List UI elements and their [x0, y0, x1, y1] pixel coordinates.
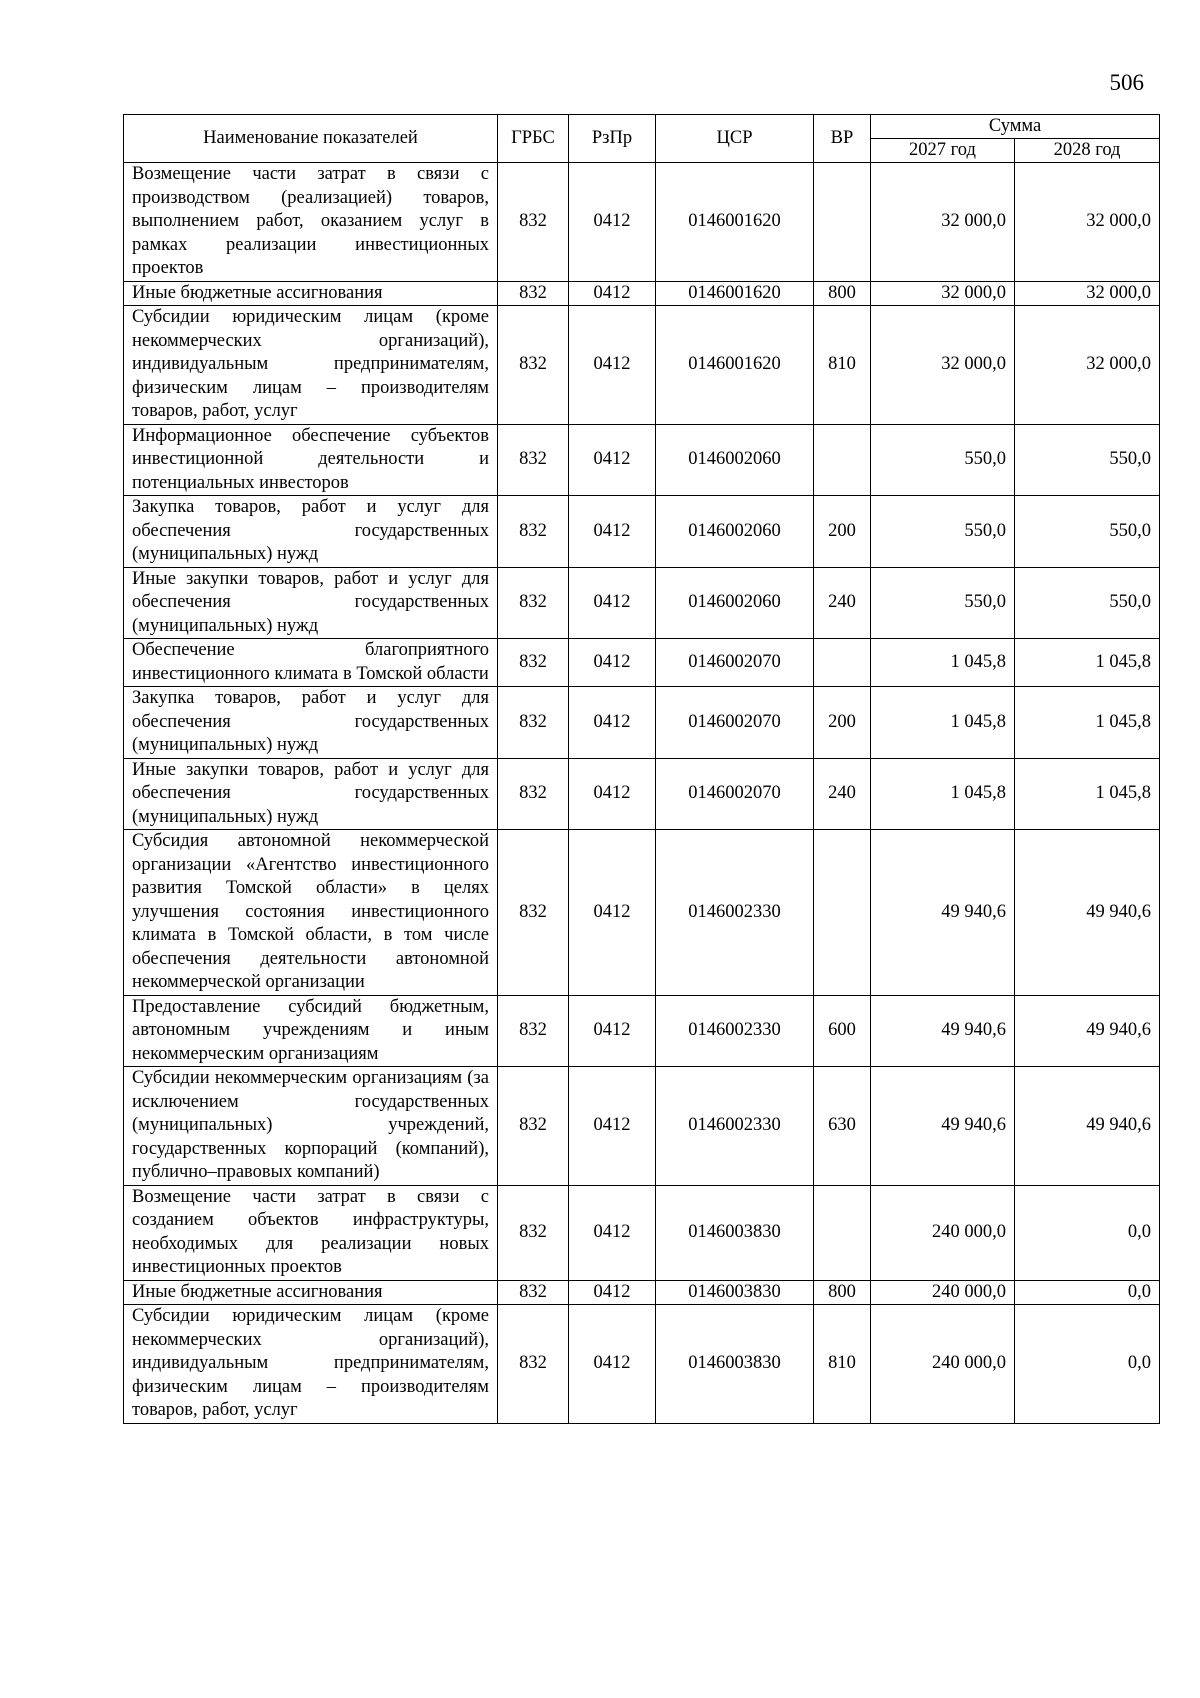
row-csr: 0146001620 [656, 306, 814, 425]
row-grbs: 832 [498, 281, 569, 306]
header-name: Наименование показателей [124, 115, 498, 163]
row-grbs: 832 [498, 424, 569, 496]
row-rzpr: 0412 [569, 163, 656, 282]
row-rzpr: 0412 [569, 995, 656, 1067]
row-csr: 0146002070 [656, 758, 814, 830]
header-csr: ЦСР [656, 115, 814, 163]
row-vr [814, 639, 871, 687]
row-grbs: 832 [498, 1185, 569, 1280]
table-row [124, 1280, 1160, 1305]
header-grbs: ГРБС [498, 115, 569, 163]
row-sum-2027: 550,0 [871, 496, 1015, 568]
row-csr: 0146002060 [656, 496, 814, 568]
row-grbs: 832 [498, 306, 569, 425]
row-name: Иные закупки товаров, работ и услуг для обеспечения государственных (муниципальных) нужд [124, 567, 498, 639]
table-row [124, 639, 1160, 687]
row-sum-2028: 0,0 [1015, 1305, 1160, 1424]
row-rzpr: 0412 [569, 1185, 656, 1280]
row-vr: 810 [814, 306, 871, 425]
page-number: 506 [1109, 70, 1144, 95]
row-rzpr: 0412 [569, 281, 656, 306]
table-row [124, 1305, 1160, 1424]
row-vr [814, 830, 871, 996]
row-grbs: 832 [498, 496, 569, 568]
table-row [124, 687, 1160, 759]
row-rzpr: 0412 [569, 1067, 656, 1186]
header-vr: ВР [814, 115, 871, 163]
row-name: Иные бюджетные ассигнования [124, 281, 498, 306]
row-vr: 800 [814, 1280, 871, 1305]
row-name: Предоставление субсидий бюджетным, автономным учреждениям и иным некоммерческим организациям [124, 995, 498, 1067]
row-name: Субсидия автономной некоммерческой организации «Агентство инвестиционного развития Томской области» в целях улучшения состояния инвестиционного климата в Томской области, в том числе обеспечения деятельности автономной некоммерческой организации [124, 830, 498, 996]
row-name: Субсидии юридическим лицам (кроме некоммерческих организаций), индивидуальным предпринимателям, физическим лицам – производителям товаров, работ, услуг [124, 1305, 498, 1424]
row-sum-2028: 550,0 [1015, 496, 1160, 568]
row-grbs: 832 [498, 567, 569, 639]
row-csr: 0146001620 [656, 281, 814, 306]
row-csr: 0146002060 [656, 424, 814, 496]
row-rzpr: 0412 [569, 306, 656, 425]
row-sum-2028: 32 000,0 [1015, 281, 1160, 306]
row-sum-2028: 1 045,8 [1015, 639, 1160, 687]
row-csr: 0146002060 [656, 567, 814, 639]
row-sum-2028: 0,0 [1015, 1280, 1160, 1305]
row-vr: 200 [814, 496, 871, 568]
row-sum-2027: 32 000,0 [871, 306, 1015, 425]
row-grbs: 832 [498, 687, 569, 759]
row-sum-2027: 32 000,0 [871, 281, 1015, 306]
row-csr: 0146003830 [656, 1305, 814, 1424]
row-rzpr: 0412 [569, 567, 656, 639]
row-sum-2027: 240 000,0 [871, 1280, 1015, 1305]
row-sum-2028: 49 940,6 [1015, 995, 1160, 1067]
row-csr: 0146002330 [656, 830, 814, 996]
row-sum-2027: 240 000,0 [871, 1185, 1015, 1280]
table-row [124, 424, 1160, 496]
row-grbs: 832 [498, 163, 569, 282]
row-csr: 0146002330 [656, 1067, 814, 1186]
row-rzpr: 0412 [569, 758, 656, 830]
table-row [124, 830, 1160, 996]
row-sum-2028: 32 000,0 [1015, 306, 1160, 425]
table-row [124, 1185, 1160, 1280]
row-sum-2028: 1 045,8 [1015, 758, 1160, 830]
row-csr: 0146001620 [656, 163, 814, 282]
table-row [124, 1067, 1160, 1186]
row-sum-2027: 550,0 [871, 567, 1015, 639]
row-sum-2028: 550,0 [1015, 567, 1160, 639]
row-grbs: 832 [498, 639, 569, 687]
row-sum-2027: 49 940,6 [871, 995, 1015, 1067]
row-csr: 0146003830 [656, 1185, 814, 1280]
row-name: Субсидии некоммерческим организациям (за исключением государственных (муниципальных) учреждений, государственных корпораций (компаний), публично–правовых компаний) [124, 1067, 498, 1186]
row-sum-2027: 240 000,0 [871, 1305, 1015, 1424]
row-sum-2027: 1 045,8 [871, 687, 1015, 759]
row-sum-2027: 1 045,8 [871, 758, 1015, 830]
row-vr: 630 [814, 1067, 871, 1186]
row-rzpr: 0412 [569, 830, 656, 996]
table-row [124, 281, 1160, 306]
row-csr: 0146002070 [656, 639, 814, 687]
row-vr: 600 [814, 995, 871, 1067]
row-rzpr: 0412 [569, 496, 656, 568]
row-sum-2027: 49 940,6 [871, 1067, 1015, 1186]
table-row [124, 163, 1160, 282]
table-body [124, 163, 1160, 1424]
header-sum: Сумма [871, 115, 1160, 139]
header-year-2028: 2028 год [1015, 139, 1160, 163]
row-rzpr: 0412 [569, 639, 656, 687]
row-sum-2028: 49 940,6 [1015, 830, 1160, 996]
row-name: Возмещение части затрат в связи с созданием объектов инфраструктуры, необходимых для реализации новых инвестиционных проектов [124, 1185, 498, 1280]
row-name: Иные закупки товаров, работ и услуг для обеспечения государственных (муниципальных) нужд [124, 758, 498, 830]
row-csr: 0146002070 [656, 687, 814, 759]
row-sum-2027: 1 045,8 [871, 639, 1015, 687]
row-name: Закупка товаров, работ и услуг для обеспечения государственных (муниципальных) нужд [124, 687, 498, 759]
row-rzpr: 0412 [569, 1280, 656, 1305]
row-name: Субсидии юридическим лицам (кроме некоммерческих организаций), индивидуальным предпринимателям, физическим лицам – производителям товаров, работ, услуг [124, 306, 498, 425]
table-row [124, 567, 1160, 639]
row-grbs: 832 [498, 1305, 569, 1424]
row-csr: 0146002330 [656, 995, 814, 1067]
row-vr: 810 [814, 1305, 871, 1424]
row-sum-2027: 49 940,6 [871, 830, 1015, 996]
row-sum-2028: 1 045,8 [1015, 687, 1160, 759]
row-vr [814, 424, 871, 496]
row-grbs: 832 [498, 995, 569, 1067]
table-row [124, 496, 1160, 568]
row-name: Закупка товаров, работ и услуг для обеспечения государственных (муниципальных) нужд [124, 496, 498, 568]
table-row [124, 306, 1160, 425]
row-csr: 0146003830 [656, 1280, 814, 1305]
row-rzpr: 0412 [569, 687, 656, 759]
budget-table [123, 114, 1160, 1424]
row-name: Информационное обеспечение субъектов инвестиционной деятельности и потенциальных инвесторов [124, 424, 498, 496]
row-vr [814, 1185, 871, 1280]
row-sum-2028: 32 000,0 [1015, 163, 1160, 282]
row-name: Иные бюджетные ассигнования [124, 1280, 498, 1305]
row-sum-2027: 550,0 [871, 424, 1015, 496]
row-name: Возмещение части затрат в связи с производством (реализацией) товаров, выполнением работ, оказанием услуг в рамках реализации инвестиционных проектов [124, 163, 498, 282]
table-row [124, 758, 1160, 830]
row-sum-2028: 49 940,6 [1015, 1067, 1160, 1186]
row-vr: 200 [814, 687, 871, 759]
row-name: Обеспечение благоприятного инвестиционного климата в Томской области [124, 639, 498, 687]
row-vr: 240 [814, 758, 871, 830]
row-sum-2028: 0,0 [1015, 1185, 1160, 1280]
header-rzpr: РзПр [569, 115, 656, 163]
row-grbs: 832 [498, 1067, 569, 1186]
row-grbs: 832 [498, 1280, 569, 1305]
row-grbs: 832 [498, 830, 569, 996]
row-sum-2027: 32 000,0 [871, 163, 1015, 282]
row-vr: 800 [814, 281, 871, 306]
row-vr [814, 163, 871, 282]
row-vr: 240 [814, 567, 871, 639]
row-grbs: 832 [498, 758, 569, 830]
row-sum-2028: 550,0 [1015, 424, 1160, 496]
row-rzpr: 0412 [569, 424, 656, 496]
header-year-2027: 2027 год [871, 139, 1015, 163]
table-row [124, 995, 1160, 1067]
row-rzpr: 0412 [569, 1305, 656, 1424]
